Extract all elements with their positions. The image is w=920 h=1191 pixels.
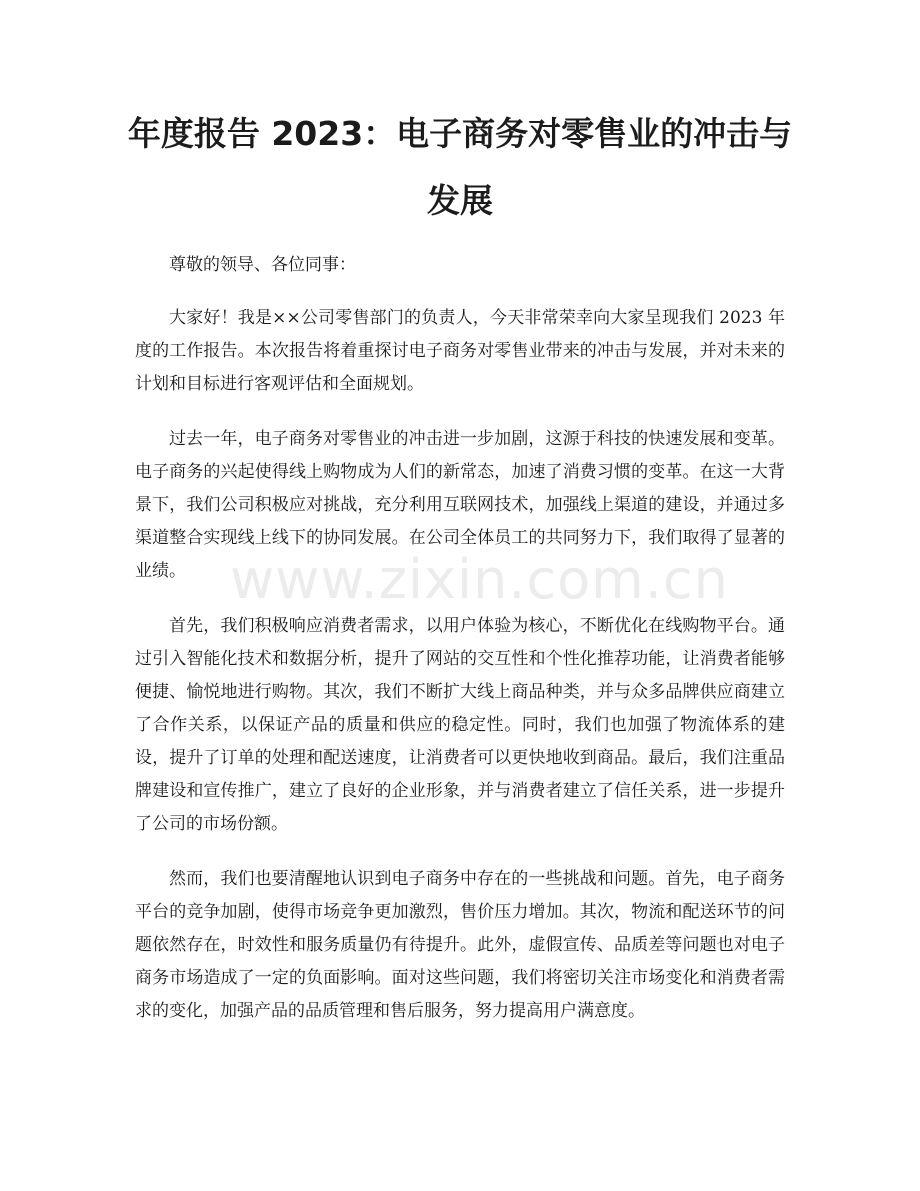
report-body (135, 249, 785, 1050)
watermark: www.zixin.com.cn (230, 548, 729, 611)
paragraph-background: 过去一年，电子商务对零售业的冲击进一步加剧，这源于科技的快速发展和变革。电子商务的兴起使得线上购物成为人们的新常态，加速了消费习惯的变革。在这一大背景下，我们公司积极应对挑战，充分利用互联网技术，加强线上渠道的建设，并通过多渠道整合实现线上线下的协同发展。在公司全体员工的共同努力下，我们取得了显著的业绩。 (135, 429, 785, 581)
paragraph-challenges: 然而，我们也要清醒地认识到电子商务中存在的一些挑战和问题。首先，电子商务平台的竞争加剧，使得市场竞争更加激烈，售价压力增加。其次，物流和配送环节的问题依然存在，时效性和服务质量仍有待提升。此外，虚假宣传、品质差等问题也对电子商务市场造成了一定的负面影响。面对这些问题，我们将密切关注市场变化和消费者需求的变化，加强产品的品质管理和售后服务，努力提高用户满意度。 (135, 869, 785, 1021)
paragraph-intro: 大家好！我是××公司零售部门的负责人，今天非常荣幸向大家呈现我们 2023 年度的工作报告。本次报告将着重探讨电子商务对零售业带来的冲击与发展，并对未来的计划和目标进行客观评估和全面规划。 (135, 308, 785, 394)
page-title: 年度报告 2023：电子商务对零售业的冲击与发展 (127, 114, 793, 220)
paragraph-achievements: 首先，我们积极响应消费者需求，以用户体验为核心，不断优化在线购物平台。通过引入智能化技术和数据分析，提升了网站的交互性和个性化推荐功能，让消费者能够便捷、愉悦地进行购物。其次，我们不断扩大线上商品种类，并与众多品牌供应商建立了合作关系，以保证产品的质量和供应的稳定性。同时，我们也加强了物流体系的建设，提升了订单的处理和配送速度，让消费者可以更快地收到商品。最后，我们注重品牌建设和宣传推广，建立了良好的企业形象，并与消费者建立了信任关系，进一步提升了公司的市场份额。 (135, 616, 785, 834)
salutation: 尊敬的领导、各位同事： (169, 255, 356, 275)
